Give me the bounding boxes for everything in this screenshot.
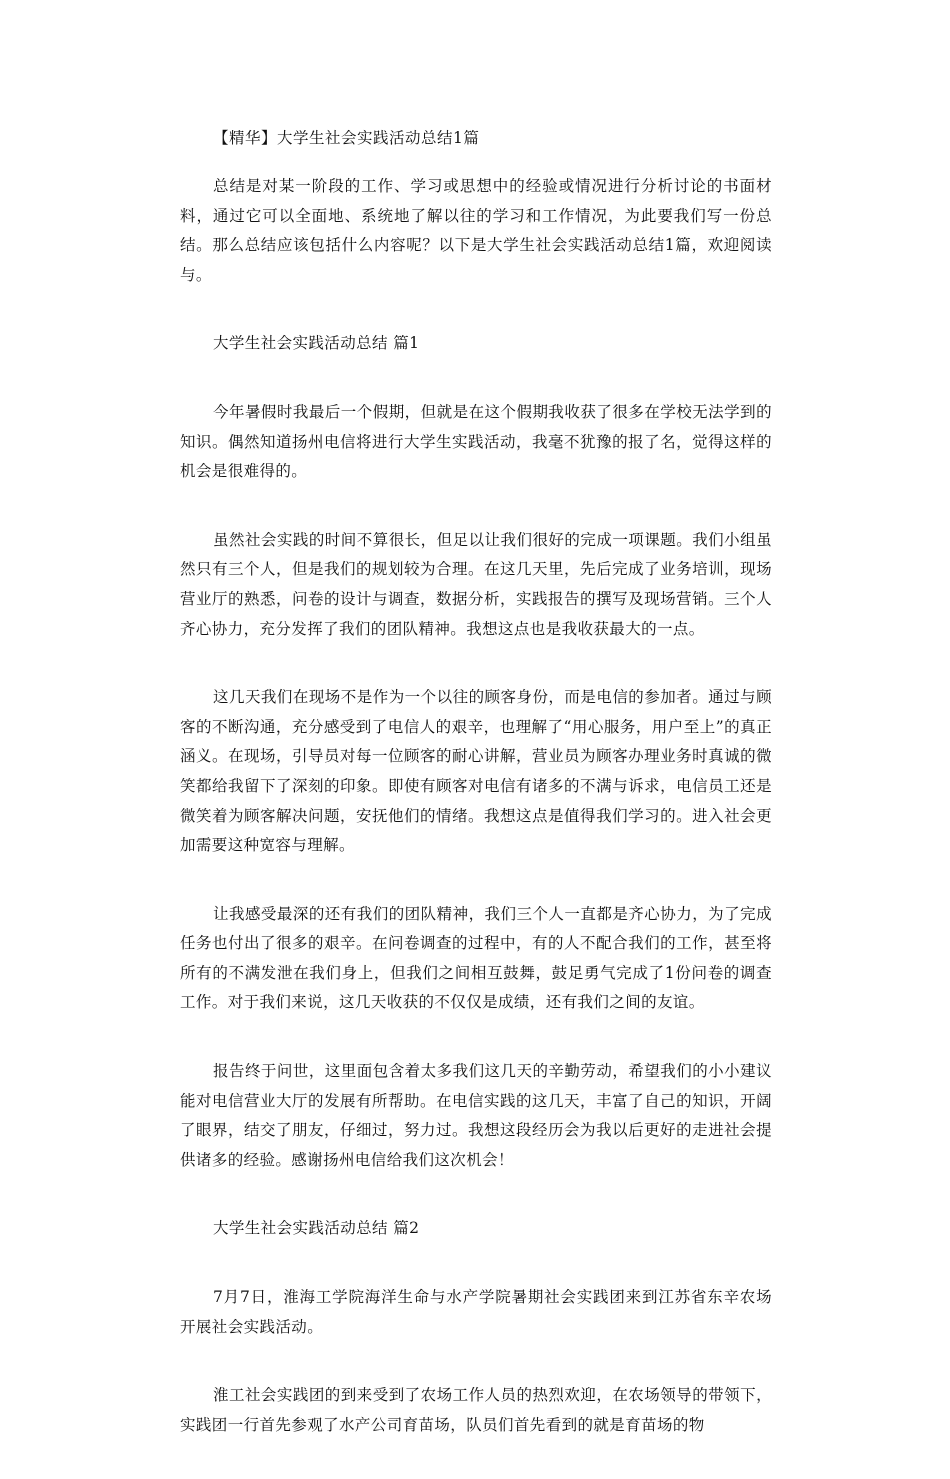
paragraph: 这几天我们在现场不是作为一个以往的顾客身份，而是电信的参加者。通过与顾客的不断沟通，充分感受到了电信人的艰辛，也理解了“用心服务，用户至上”的真正涵义。在现场，引导员对每一位顾客的耐心讲解，营业员为顾客办理业务时真诚的微笑都给我留下了深刻的印象。即使有顾客对电信有诸多的不满与诉求，电信员工还是微笑着为顾客解决问题，安抚他们的情绪。我想这点是值得我们学习的。进入社会更加需要这种宽容与理解。 xyxy=(180,688,772,855)
paragraph: 7月7日，淮海工学院海洋生命与水产学院暑期社会实践团来到江苏省东辛农场开展社会实践活动。 xyxy=(180,1288,772,1336)
paragraph: 让我感受最深的还有我们的团队精神，我们三个人一直都是齐心协力，为了完成任务也付出了很多的艰辛。在问卷调查的过程中，有的人不配合我们的工作，甚至将所有的不满发泄在我们身上，但我们之间相互鼓舞，鼓足勇气完成了1份问卷的调查工作。对于我们来说，这几天收获的不仅仅是成绩，还有我们之间的友谊。 xyxy=(180,904,772,1012)
intro-paragraph: 总结是对某一阶段的工作、学习或思想中的经验或情况进行分析讨论的书面材料，通过它可以全面地、系统地了解以往的学习和工作情况，为此要我们写一份总结。那么总结应该包括什么内容呢？以下是大学生社会实践活动总结1篇，欢迎阅读与。 xyxy=(180,177,772,284)
paragraph: 虽然社会实践的时间不算很长，但足以让我们很好的完成一项课题。我们小组虽然只有三个人，但是我们的规划较为合理。在这几天里，先后完成了业务培训，现场营业厅的熟悉，问卷的设计与调查，数据分析，实践报告的撰写及现场营销。三个人齐心协力，充分发挥了我们的团队精神。我想这点也是我收获最大的一点。 xyxy=(180,530,772,638)
section-heading-2: 大学生社会实践活动总结 篇2 xyxy=(213,1219,420,1238)
section-heading-1: 大学生社会实践活动总结 篇1 xyxy=(213,334,420,353)
paragraph: 报告终于问世，这里面包含着太多我们这几天的辛勤劳动，希望我们的小小建议能对电信营业大厅的发展有所帮助。在电信实践的这几天，丰富了自己的知识，开阔了眼界，结交了朋友，仔细过，努力过。我想这段经历会为我以后更好的走进社会提供诸多的经验。感谢扬州电信给我们这次机会！ xyxy=(180,1062,772,1169)
paragraph: 淮工社会实践团的到来受到了农场工作人员的热烈欢迎，在农场领导的带领下，实践团一行首先参观了水产公司育苗场，队员们首先看到的就是育苗场的物 xyxy=(180,1386,772,1434)
document-title: 【精华】大学生社会实践活动总结1篇 xyxy=(213,129,480,147)
document-body xyxy=(180,172,772,1479)
paragraph: 今年暑假时我最后一个假期，但就是在这个假期我收获了很多在学校无法学到的知识。偶然知道扬州电信将进行大学生实践活动，我毫不犹豫的报了名，觉得这样的机会是很难得的。 xyxy=(180,402,772,481)
